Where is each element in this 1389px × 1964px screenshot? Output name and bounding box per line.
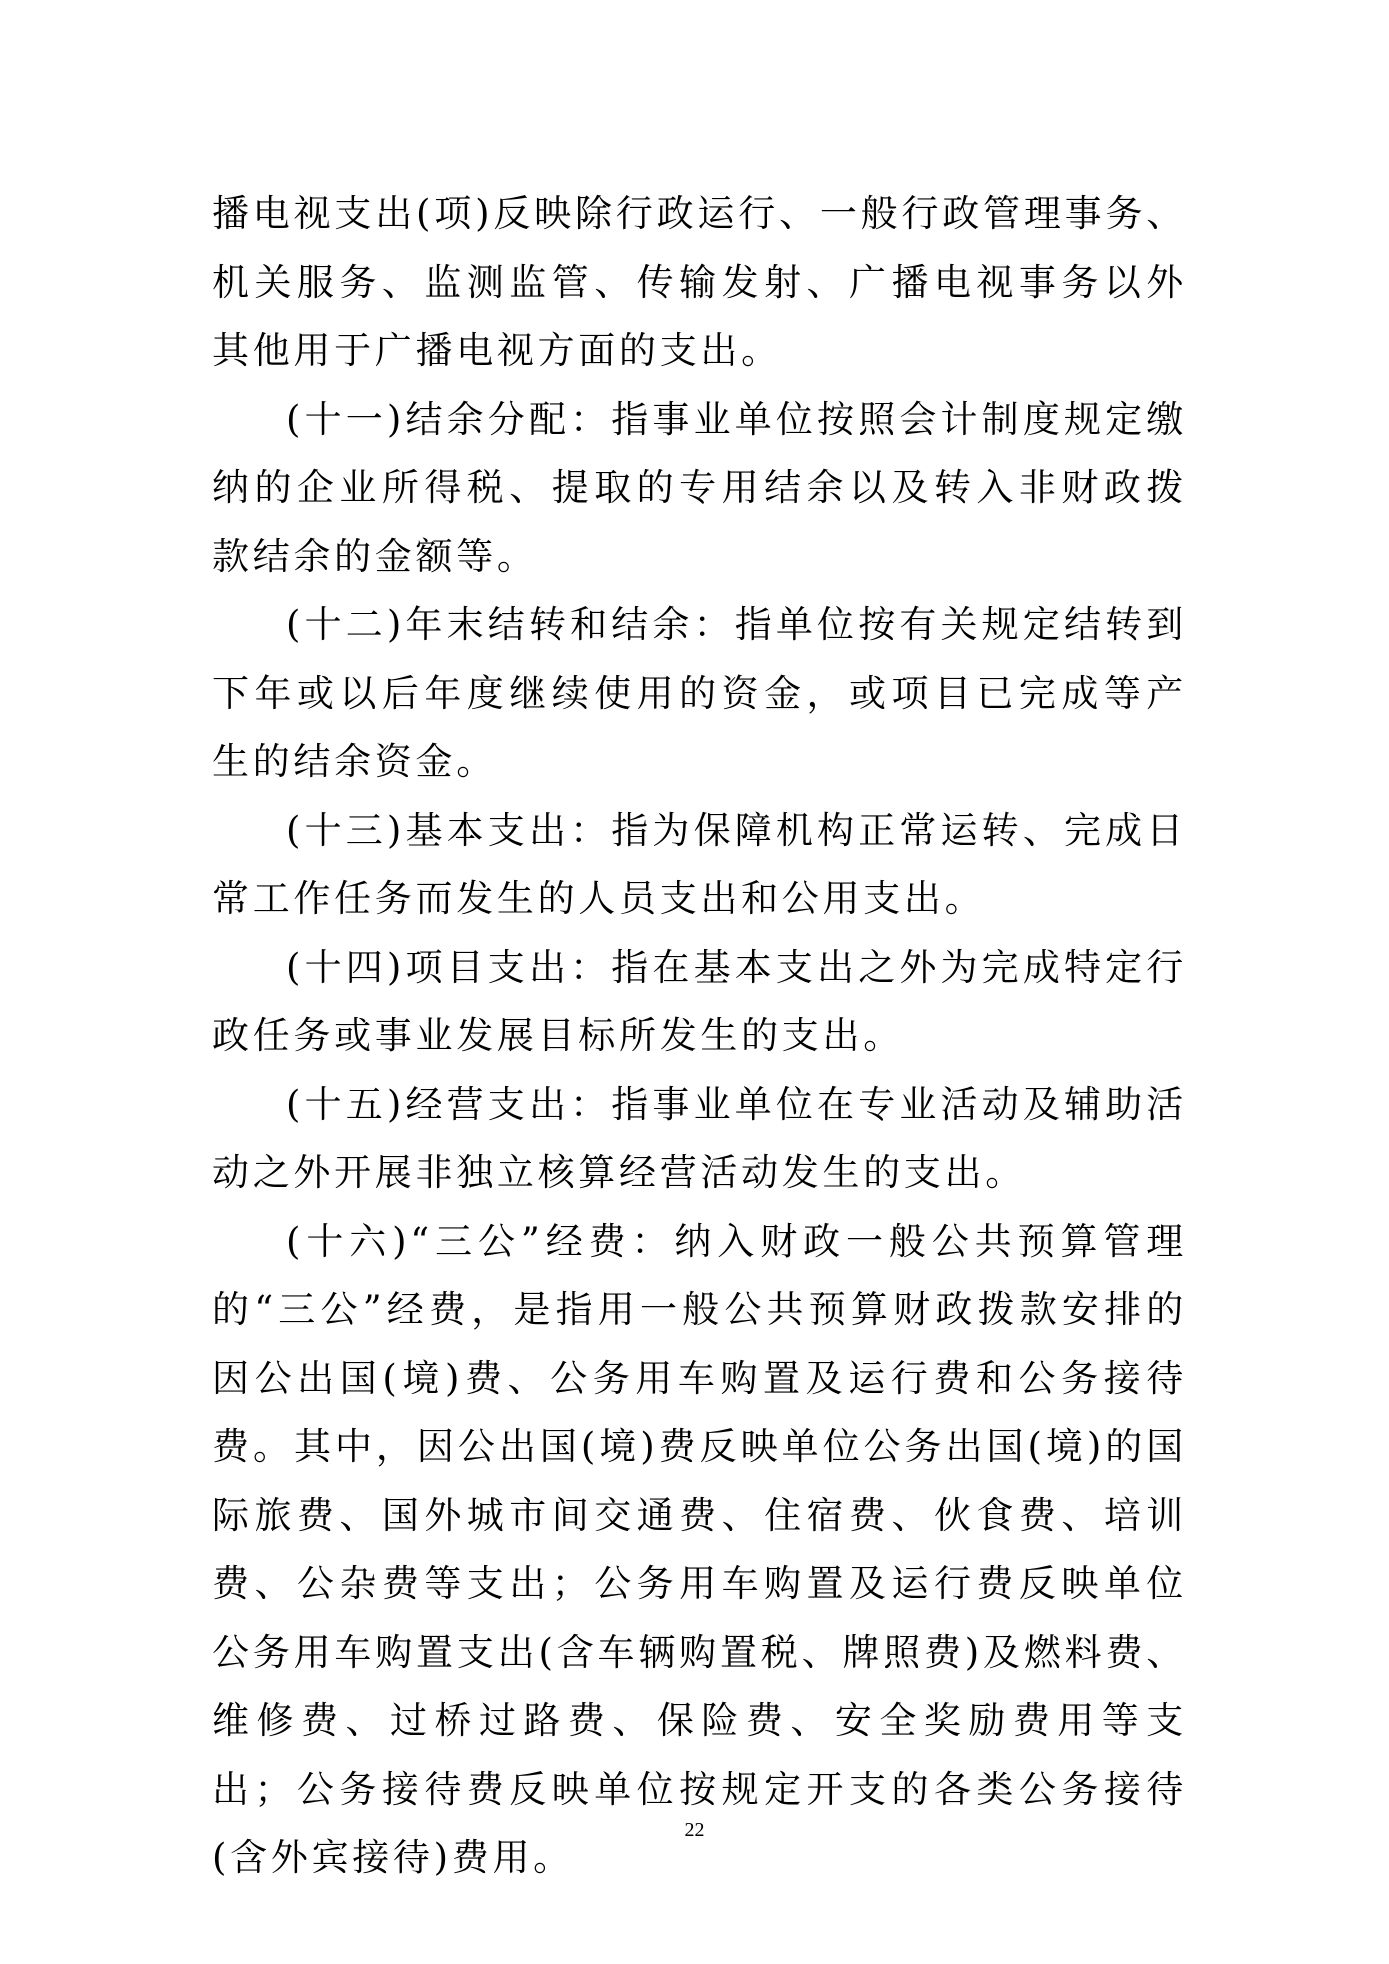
paragraph-item-11: (十一)结余分配：指事业单位按照会计制度规定缴纳的企业所得税、提取的专用结余以及转入非财政拨款结余的金额等。 [212, 397, 1187, 578]
paragraph-item-12: (十二)年末结转和结余：指单位按有关规定结转到下年或以后年度继续使用的资金，或项目已完成等产生的结余资金。 [212, 603, 1187, 783]
paragraph-item-16: (十六)“三公”经费：纳入财政一般公共预算管理的“三公”经费，是指用一般公共预算财政拨款安排的因公出国(境)费、公务用车购置及运行费和公务接待费。其中，因公出国(境)费反映单位公务出国(境)的国际旅费、国外城市间交通费、住宿费、伙食费、培训费、公杂费等支出；公务用车购置及运行费反映单位公务用车购置支出(含车辆购置税、牌照费)及燃料费、维修费、过桥过路费、保险费、安全奖励费用等支出；公务接待费反映单位按规定开支的各类公务接待(含外宾接待)费用。 [212, 1219, 1187, 1879]
paragraph-continuation: 播电视支出(项)反映除行政运行、一般行政管理事务、机关服务、监测监管、传输发射、广播电视事务以外其他用于广播电视方面的支出。 [212, 192, 1187, 372]
document-body [212, 180, 1187, 1893]
paragraph-item-15: (十五)经营支出：指事业单位在专业活动及辅助活动之外开展非独立核算经营活动发生的支出。 [212, 1082, 1187, 1194]
paragraph-item-14: (十四)项目支出：指在基本支出之外为完成特定行政任务或事业发展目标所发生的支出。 [212, 945, 1187, 1057]
page-number: 22 [684, 1819, 705, 1841]
paragraph-item-13: (十三)基本支出：指为保障机构正常运转、完成日常工作任务而发生的人员支出和公用支出。 [212, 808, 1187, 920]
